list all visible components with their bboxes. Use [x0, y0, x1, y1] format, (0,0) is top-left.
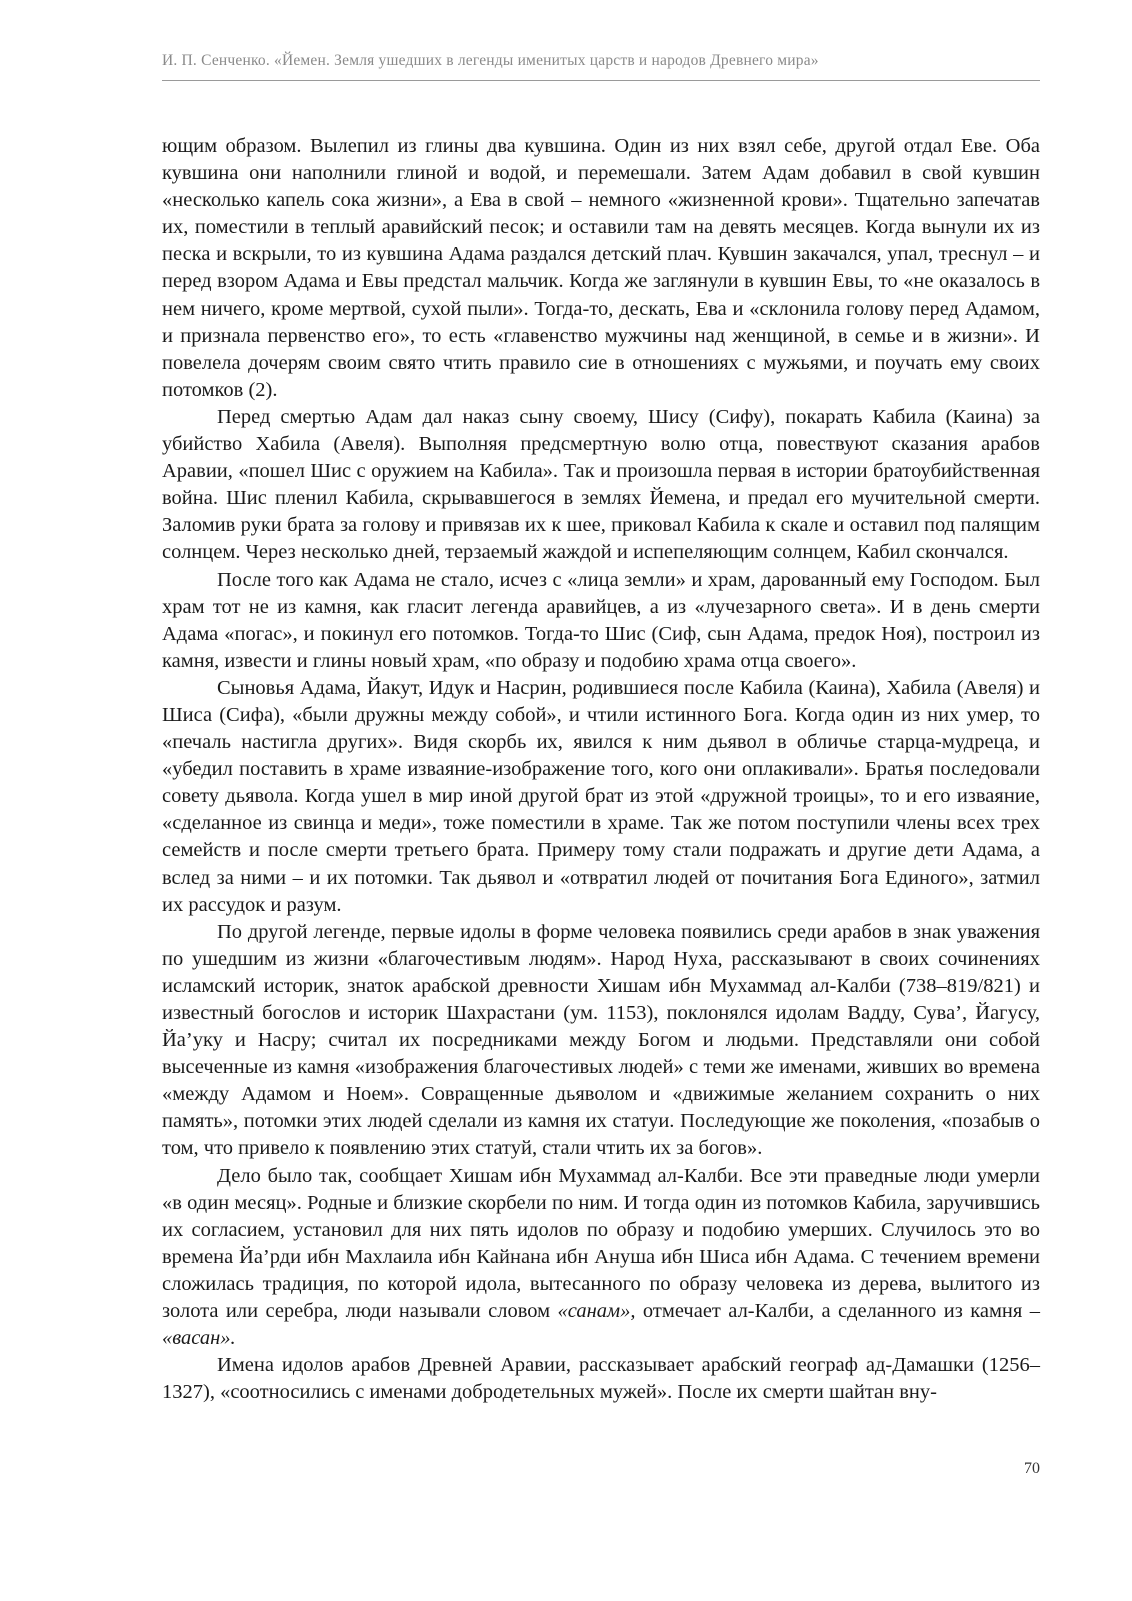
header-rule	[162, 80, 1040, 81]
body-text	[162, 133, 1040, 1406]
page-number: 70	[1024, 1460, 1040, 1477]
paragraph-1: ющим образом. Вылепил из глины два кувшина. Один из них взял себе, другой отдал Еве. Оба кувшина они наполнили глиной и водой, и перемешали. Затем Адам добавил в свой кувшин «несколько капель сока жизни», а Ева в свой – немного «жизненной крови». Тщательно запечатав их, поместили в теплый аравийский песок; и оставили там на девять месяцев. Когда вынули их из песка и вскрыли, то из кувшина Адама раздался детский плач. Кувшин закачался, упал, треснул – и перед взором Адама и Евы предстал мальчик. Когда же заглянули в кувшин Евы, то «не оказалось в нем ничего, кроме мертвой, сухой пыли». Тогда-то, дескать, Ева и «склонила голову перед Адамом, и признала первенство его», то есть «главенство мужчины над женщиной, в семье и в жизни». И повелела дочерям своим свято чтить правило сие в отношениях с мужьями, и поучать ему своих потомков (2).	[162, 135, 1040, 401]
paragraph-4: Сыновья Адама, Йакут, Идук и Насрин, родившиеся после Кабила (Каина), Хабила (Авеля) и Шиса (Сифа), «были дружны между собой», и чтили истинного Бога. Когда один из них умер, то «печаль настигла других». Видя скорбь их, явился к ним дьявол в обличье старца-мудреца, и «убедил поставить в храме изваяние-изображение того, кого они оплакивали». Братья последовали совету дьявола. Когда ушел в мир иной другой брат из этой «дружной троицы», то и его изваяние, «сделанное из свинца и меди», тоже поместили в храме. Так же потом поступили члены всех трех семейств и после смерти третьего брата. Примеру тому стали подражать и другие дети Адама, а вслед за ними – и их потомки. Так дьявол и «отвратил людей от почитания Бога Единого», затмил их рассудок и разум.	[162, 676, 1040, 916]
paragraph-6	[162, 1163, 1040, 1353]
term-vasan: «васан».	[162, 1327, 236, 1350]
paragraph-6-text-a: Дело было так, сообщает Хишам ибн Мухаммад ал-Калби. Все эти праведные люди умерли «в один месяц». Родные и близкие скорбели по ним. И тогда один из потомков Кабила, заручившись их согласием, установил для них пять идолов по образу и подобию умерших. Случилось это во времена Йа’рди ибн Махлаила ибн Кайнана ибн Ануша ибн Шиса ибн Адама. С течением времени сложилась традиция, по которой идола, вытесанного по образу человека из дерева, вылитого из золота или серебра, люди называли словом	[162, 1164, 1040, 1323]
paragraph-5: По другой легенде, первые идолы в форме человека появились среди арабов в знак уважения по ушедшим из жизни «благочестивым людям». Народ Нуха, рассказывают в своих сочинениях исламский историк, знаток арабской древности Хишам ибн Мухаммад ал-Калби (738–819/821) и известный богослов и историк Шахрастани (ум. 1153), поклонялся идолам Ваддy, Сува’, Йагусу, Йа’уку и Насру; считал их посредниками между Богом и людьми. Представляли они собой высеченные из камня «изображения благочестивых людей» с теми же именами, живших во времена «между Адамом и Ноем». Совращенные дьяволом и «движимые желанием сохранить о них память», потомки этих людей сделали из камня их статуи. Последующие же поколения, «позабыв о том, что привело к появлению этих статуй, стали чтить их за богов».	[162, 920, 1040, 1160]
term-sanam: «санам»,	[557, 1300, 636, 1323]
running-header: И. П. Сенченко. «Йемен. Земля ушедших в легенды именитых царств и народов Древнего мира»	[162, 52, 819, 69]
paragraph-2: Перед смертью Адам дал наказ сыну своему, Шису (Сифу), покарать Кабила (Каина) за убийство Хабила (Авеля). Выполняя предсмертную волю отца, повествуют сказания арабов Аравии, «пошел Шис с оружием на Кабила». Так и произошла первая в истории братоубийственная война. Шис пленил Кабила, скрывавшегося в землях Йемена, и предал его мучительной смерти. Заломив руки брата за голову и привязав их к шее, приковал Кабила к скале и оставил под палящим солнцем. Через несколько дней, терзаемый жаждой и испепеляющим солнцем, Кабил скончался.	[162, 405, 1040, 564]
paragraph-7: Имена идолов арабов Древней Аравии, рассказывает арабский географ ад-Дамашки (1256–1327), «соотносились с именами добродетельных мужей». После их смерти шайтан вну-	[162, 1354, 1040, 1404]
paragraph-6-text-b: отмечает ал-Калби, а сделанного из камня –	[635, 1300, 1040, 1323]
paragraph-3: После того как Адама не стало, исчез с «лица земли» и храм, дарованный ему Господом. Был храм тот не из камня, как гласит легенда аравийцев, а из «лучезарного света». И в день смерти Адама «погас», и покинул его потомков. Тогда-то Шис (Сиф, сын Адама, предок Ноя), построил из камня, извести и глины новый храм, «по образу и подобию храма отца своего».	[162, 568, 1040, 672]
